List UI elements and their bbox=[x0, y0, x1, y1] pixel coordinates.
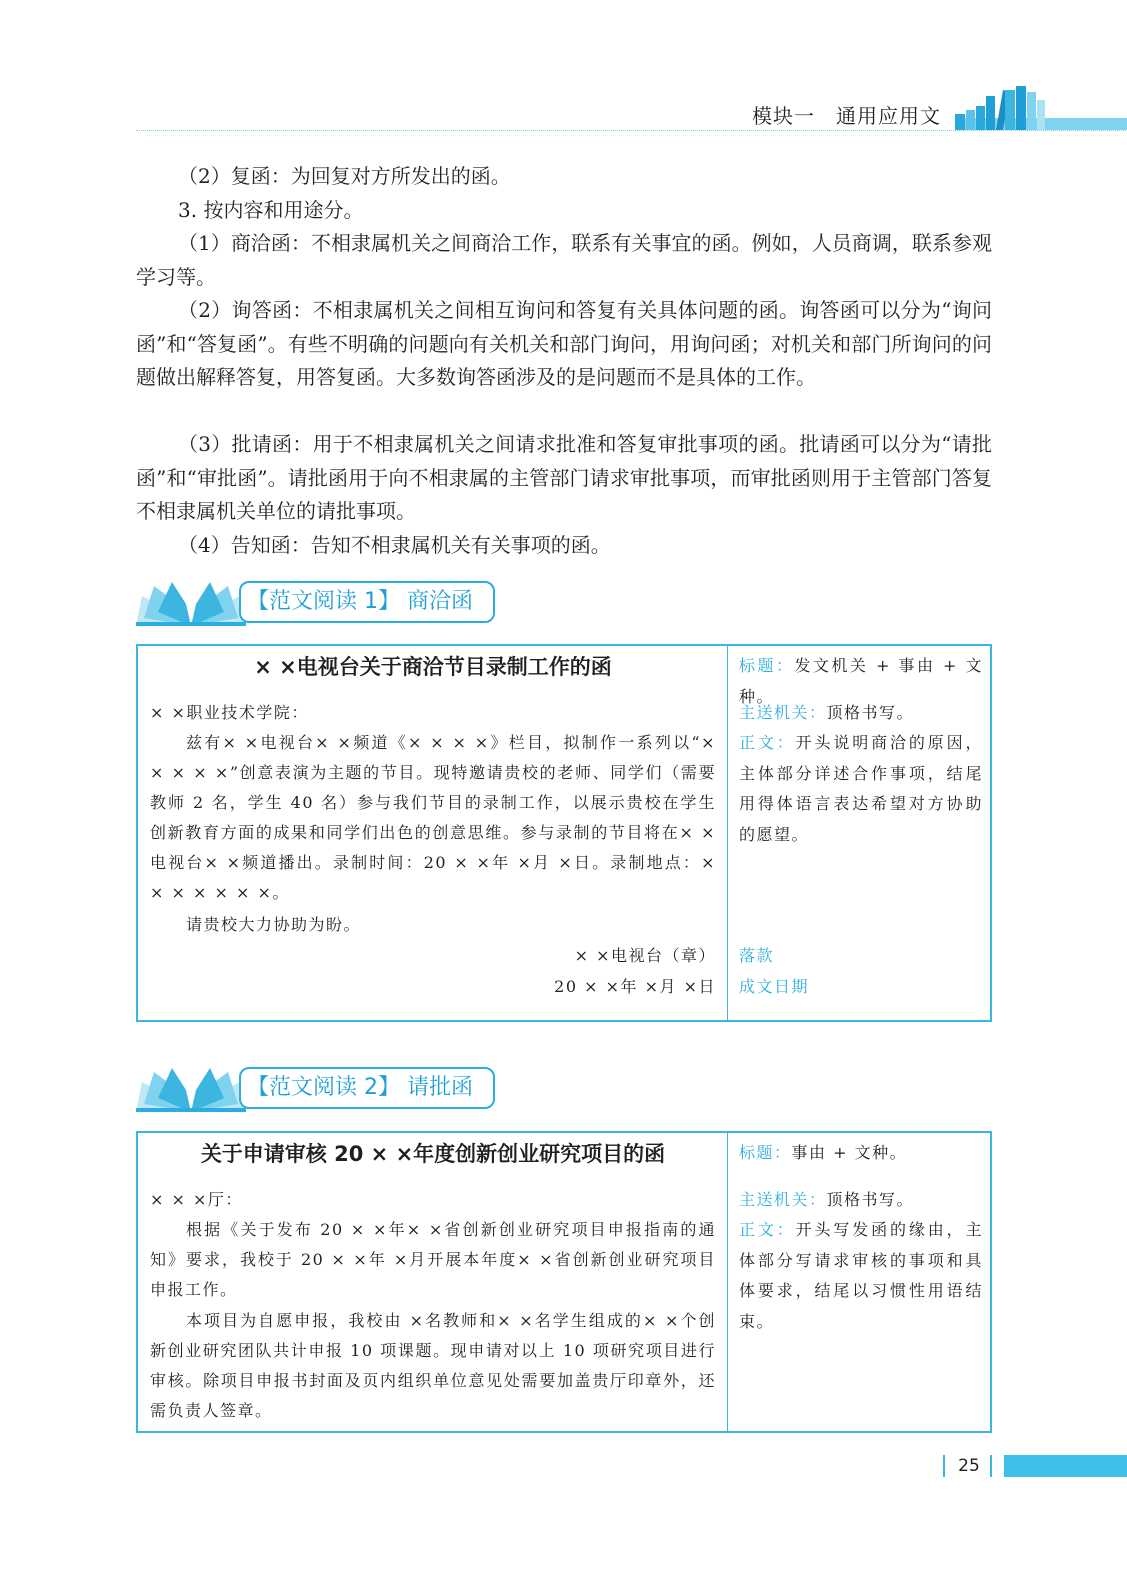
paragraph-inquiry-letter: （2）询答函：不相隶属机关之间相互询问和答复有关具体问题的函。询答函可以分为“询问函”和“答复函”。有些不明确的问题向有关机关和部门询问，用询问函；对机关和部门所询问的问题做出解释答复，用答复函。大多数询答函涉及的是问题而不是具体的工作。 bbox=[136, 298, 992, 389]
sample-2-addressee: × × ×厅： bbox=[150, 1190, 243, 1209]
open-book-icon bbox=[136, 1064, 246, 1114]
note-key: 正文： bbox=[739, 733, 796, 752]
paragraph-reply-letter: （2）复函：为回复对方所发出的函。 bbox=[178, 164, 511, 188]
header-rule bbox=[136, 130, 1126, 131]
note-key: 主送机关： bbox=[739, 1190, 827, 1209]
books-decoration-icon bbox=[955, 86, 1127, 130]
note-value: 发文机关 + 事由 + 文种。 bbox=[739, 656, 983, 706]
sample-1-note-recipient bbox=[739, 698, 983, 729]
note-key: 主送机关： bbox=[739, 703, 827, 722]
sample-2-note-recipient bbox=[739, 1185, 983, 1216]
sample-2-note-title bbox=[739, 1138, 983, 1169]
paragraph-by-content: 3. 按内容和用途分。 bbox=[178, 198, 364, 222]
page-number-bar-left bbox=[943, 1455, 945, 1477]
sample-1-note-date: 成文日期 bbox=[739, 977, 810, 996]
page-corner-strip bbox=[1004, 1455, 1127, 1477]
note-key: 正文： bbox=[739, 1220, 796, 1239]
sample-1-addressee: × ×职业技术学院： bbox=[150, 703, 309, 722]
sample-1-closing: 请贵校大力协助为盼。 bbox=[186, 915, 362, 934]
section-label-2: 【范文阅读 2】 请批函 bbox=[239, 1067, 495, 1109]
paragraph-notice-letter: （4）告知函：告知不相隶属机关有关事项的函。 bbox=[178, 533, 611, 557]
running-header-title: 模块一 通用应用文 bbox=[752, 104, 941, 128]
page-number: 25 bbox=[958, 1456, 980, 1476]
sample-divider bbox=[727, 646, 728, 1020]
sample-2-body-1: 根据《关于发布 20 × ×年× ×省创新创业研究项目申报指南的通知》要求，我校于 20 × ×年 ×月开展本年度× ×省创新创业研究项目申报工作。 bbox=[150, 1220, 716, 1299]
paragraph-approval-letter: （3）批请函：用于不相隶属机关之间请求批准和答复审批事项的函。批请函可以分为“请批函”和“审批函”。请批函用于向不相隶属的主管部门请求审批事项，而审批函则用于主管部门答复不相隶属机关单位的请批事项。 bbox=[136, 432, 992, 523]
sample-2-note-body bbox=[739, 1215, 983, 1337]
sample-divider bbox=[727, 1133, 728, 1431]
section-label-1: 【范文阅读 1】 商洽函 bbox=[239, 581, 495, 623]
note-value: 顶格书写。 bbox=[826, 1190, 915, 1209]
note-value: 开头写发函的缘由，主体部分写请求审核的事项和具体要求，结尾以习惯性用语结束。 bbox=[739, 1220, 983, 1331]
sample-2-title: 关于申请审核 20 × ×年度创新创业研究项目的函 bbox=[200, 1142, 666, 1166]
note-key: 标题： bbox=[739, 656, 795, 675]
section-header-1 bbox=[136, 578, 506, 630]
sample-1-note-signature: 落款 bbox=[739, 946, 775, 965]
note-value: 顶格书写。 bbox=[826, 703, 915, 722]
sample-2-body-2: 本项目为自愿申报，我校由 ×名教师和× ×名学生组成的× ×个创新创业研究团队共计申报 10 项课题。现申请对以上 10 项研究项目进行审核。除项目申报书封面及页内组织单位意见处需要加盖贵厅印章外，还需负责人签章。 bbox=[150, 1311, 716, 1420]
note-key: 标题： bbox=[739, 1143, 792, 1162]
note-value: 事由 + 文种。 bbox=[791, 1143, 908, 1162]
note-value: 开头说明商洽的原因，主体部分详述合作事项，结尾用得体语言表达希望对方协助的愿望。 bbox=[739, 733, 983, 844]
section-header-2 bbox=[136, 1064, 506, 1116]
sample-1-note-body bbox=[739, 728, 983, 850]
sample-1-title: × ×电视台关于商洽节目录制工作的函 bbox=[254, 655, 612, 679]
sample-box-1 bbox=[136, 644, 992, 1022]
sample-box-2 bbox=[136, 1131, 992, 1433]
paragraph-consultation-letter: （1）商洽函：不相隶属机关之间商洽工作，联系有关事宜的函。例如，人员商调，联系参观学习等。 bbox=[136, 231, 992, 289]
sample-1-signature: × ×电视台（章） bbox=[574, 946, 716, 965]
open-book-icon bbox=[136, 578, 246, 628]
sample-1-date: 20 × ×年 ×月 ×日 bbox=[554, 977, 716, 996]
sample-1-body: 兹有× ×电视台× ×频道《× × × ×》栏目，拟制作一系列以“× × × × ×”创意表演为主题的节目。现特邀请贵校的老师、同学们（需要教师 2 名，学生 40 名）参与我们节目的录制工作，以展示贵校在学生创新教育方面的成果和同学们出色的创意思维。参与录制的节目将在× ×电视台× ×频道播出。录制时间：20 × ×年 ×月 ×日。录制地点：× × × × × × ×。 bbox=[150, 733, 716, 902]
page-number-bar-right bbox=[990, 1455, 992, 1477]
